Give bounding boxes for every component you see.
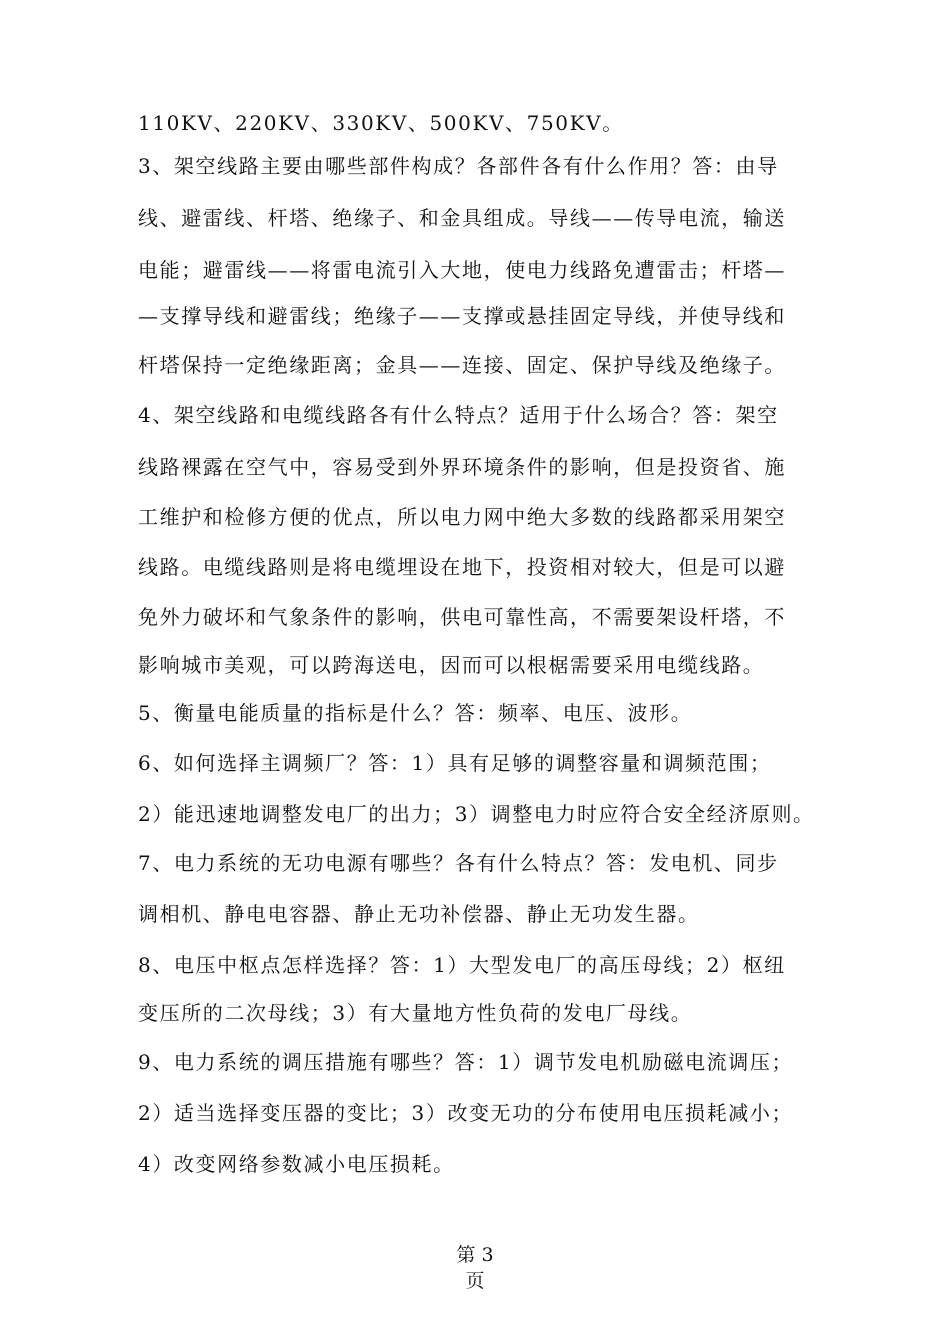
- text-line-13: 5、衡量电能质量的指标是什么？答：频率、电压、波形。: [138, 701, 693, 725]
- text-line-8: 线路裸露在空气中，容易受到外界环境条件的影响，但是投资省、施: [138, 455, 786, 479]
- text-line-22: 4）改变网络参数减小电压损耗。: [138, 1152, 455, 1176]
- text-line-19: 变压所的二次母线；3）有大量地方性负荷的发电厂母线。: [138, 1001, 693, 1025]
- text-line-12: 影响城市美观，可以跨海送电，因而可以根椐需要采用电缆线路。: [138, 653, 765, 677]
- text-line-18: 8、电压中枢点怎样选择？答：1）大型发电厂的高压母线；2）枢纽: [138, 953, 786, 977]
- text-line-20: 9、电力系统的调压措施有哪些？答：1）调节发电机励磁电流调压；: [138, 1050, 794, 1074]
- text-line-9: 工维护和检修方便的优点，所以电力网中绝大多数的线路都采用架空: [138, 505, 786, 529]
- text-line-5: —支撑导线和避雷线；绝缘子——支撑或悬挂固定导线，并使导线和: [138, 304, 786, 328]
- text-line-3: 线、避雷线、杆塔、绝缘子、和金具组成。导线——传导电流，输送: [138, 206, 786, 230]
- text-line-21: 2）适当选择变压器的变比；3）改变无功的分布使用电压损耗减小；: [138, 1101, 794, 1125]
- text-line-16: 7、电力系统的无功电源有哪些？各有什么特点？答：发电机、同步: [138, 851, 779, 875]
- text-line-4: 电能；避雷线——将雷电流引入大地，使电力线路免遭雷击；杆塔—: [138, 258, 786, 282]
- page-number-line-1: 第 3: [456, 1244, 494, 1266]
- text-line-6: 杆塔保持一定绝缘距离；金具——连接、固定、保护导线及绝缘子。: [138, 353, 786, 377]
- text-line-7: 4、架空线路和电缆线路各有什么特点？适用于什么场合？答：架空: [138, 403, 779, 427]
- text-line-11: 免外力破坏和气象条件的影响，供电可靠性高，不需要架设杆塔，不: [138, 605, 786, 629]
- text-line-15: 2）能迅速地调整发电厂的出力；3）调整电力时应符合安全经济原则。: [138, 802, 815, 826]
- text-line-2: 3、架空线路主要由哪些部件构成？各部件各有什么作用？答：由导: [138, 154, 779, 178]
- text-line-17: 调相机、静电电容器、静止无功补偿器、静止无功发生器。: [138, 902, 700, 926]
- text-line-14: 6、如何选择主调频厂？答：1）具有足够的调整容量和调频范围；: [138, 751, 772, 775]
- text-line-1: 110KV、220KV、330KV、500KV、750KV。: [138, 111, 624, 135]
- page-number-line-2: 页: [465, 1270, 485, 1292]
- text-line-10: 线路。电缆线路则是将电缆埋设在地下，投资相对较大，但是可以避: [138, 555, 786, 579]
